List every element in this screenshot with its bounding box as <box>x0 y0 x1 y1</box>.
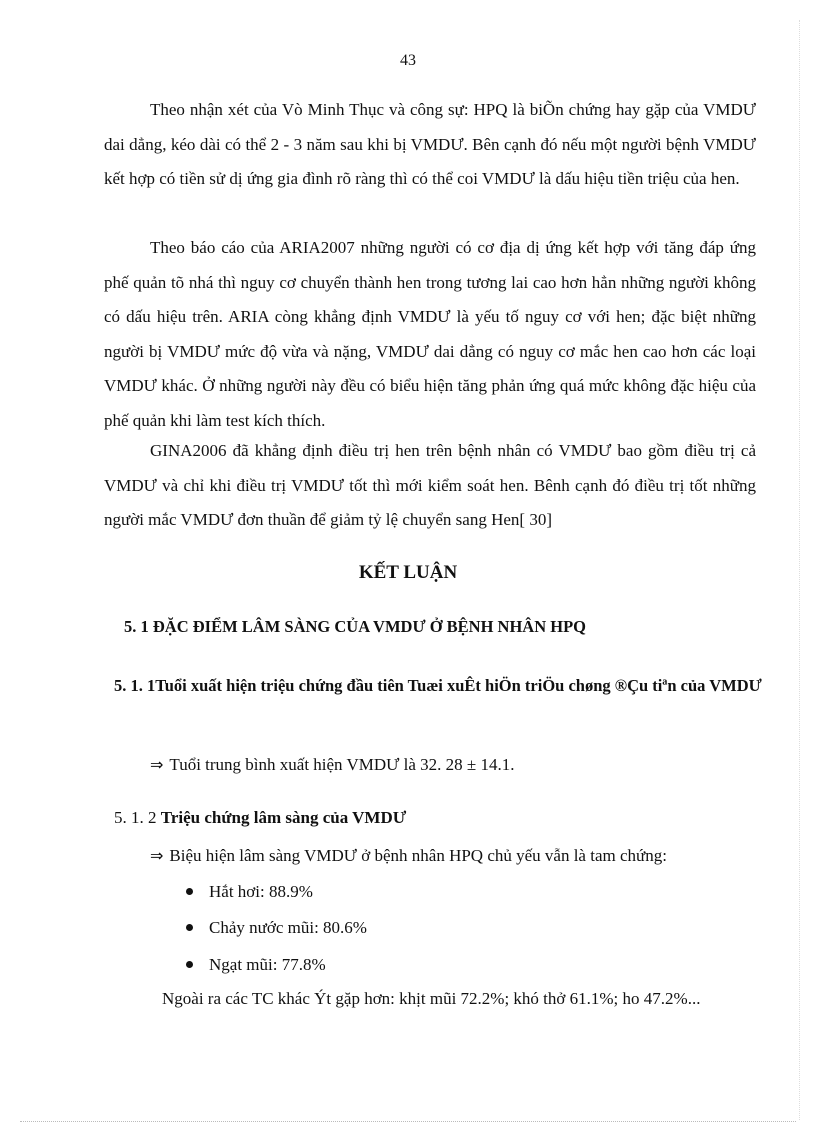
section-5-1-2-number: 5. 1. 2 <box>114 808 157 827</box>
bullet-dot-icon <box>186 888 193 895</box>
symptoms-finding <box>150 846 667 866</box>
section-5-1-2-heading <box>114 808 406 828</box>
age-finding <box>150 755 514 775</box>
age-finding-text: Tuổi trung bình xuất hiện VMDƯ là 32. 28 ± 14.1. <box>169 755 515 774</box>
bullet-item-text: Chảy nước mũi: 80.6% <box>209 918 367 937</box>
bullet-dot-icon <box>186 961 193 968</box>
bullet-item-text: Ngạt mũi: 77.8% <box>209 955 326 974</box>
bullet-item <box>186 882 313 902</box>
paragraph-3 <box>104 434 756 538</box>
section-5-1-2-title: Triệu chứng lâm sàng của VMDƯ <box>160 808 407 827</box>
section-5-1-1-heading: 5. 1. 1Tuổi xuất hiện triệu chứng đầu tiên Tuæi xuÊt hiÖn triÖu chøng ®Çu tiªn của VMDƯ <box>114 676 762 695</box>
other-symptoms: Ngoài ra các TC khác Ýt gặp hơn: khịt mũi 72.2%; khó thở 61.1%; ho 47.2%... <box>162 989 701 1008</box>
implies-arrow-icon: ⇒ <box>150 846 164 865</box>
bullet-item <box>186 955 326 975</box>
symptoms-finding-text: Biệu hiện lâm sàng VMDƯ ở bệnh nhân HPQ chủ yếu vẫn là tam chứng: <box>169 846 667 865</box>
bullet-item <box>186 918 367 938</box>
bullet-item-text: Hắt hơi: 88.9% <box>209 882 313 901</box>
implies-arrow-icon: ⇒ <box>150 755 164 774</box>
section-5-1-heading: 5. 1 ĐẶC ĐIỂM LÂM SÀNG CỦA VMDƯ Ở BỆNH NHÂN HPQ <box>124 617 586 636</box>
page-footer-rule <box>20 1121 796 1122</box>
conclusion-heading: KẾT LUẬN <box>358 562 458 583</box>
paragraph-2 <box>104 231 756 438</box>
paragraph-2-text: Theo báo cáo của ARIA2007 những người có cơ địa dị ứng kết hợp với tăng đáp ứng phế quản tõ nhá thì nguy cơ chuyển thành hen trong tương lai cao hơn hẳn những người không có dấu hiệu trên. ARIA còng khẳng định VMDƯ là yếu tố nguy cơ với hen; đặc biệt những người bị VMDƯ mức độ vừa và nặng, VMDƯ dai dẳng có nguy cơ mắc hen cao hơn các loại VMDƯ khác. Ở những người này đều có biểu hiện tăng phản ứng quá mức không đặc hiệu của phế quản khi làm test kích thích. <box>104 238 756 430</box>
page-number: 43 <box>400 52 416 69</box>
paragraph-1-text: Theo nhận xét của Vò Minh Thục và công sự: HPQ là biÕn chứng hay gặp của VMDƯ dai dẳng, kéo dài có thể 2 - 3 năm sau khi bị VMDƯ. Bên cạnh đó nếu một người bệnh VMDƯ kết hợp có tiền sử dị ứng gia đình rõ ràng thì có thể coi VMDƯ là dấu hiệu tiền triệu của hen. <box>104 100 756 188</box>
paragraph-1 <box>104 93 756 197</box>
paragraph-3-text: GINA2006 đã khẳng định điều trị hen trên bệnh nhân có VMDƯ bao gồm điều trị cả VMDƯ và chỉ khi điều trị VMDƯ tốt thì mới kiểm soát hen. Bênh cạnh đó điều trị tốt những người mắc VMDƯ đơn thuần để giảm tỷ lệ chuyển sang Hen[ 30] <box>104 441 756 529</box>
bullet-dot-icon <box>186 924 193 931</box>
